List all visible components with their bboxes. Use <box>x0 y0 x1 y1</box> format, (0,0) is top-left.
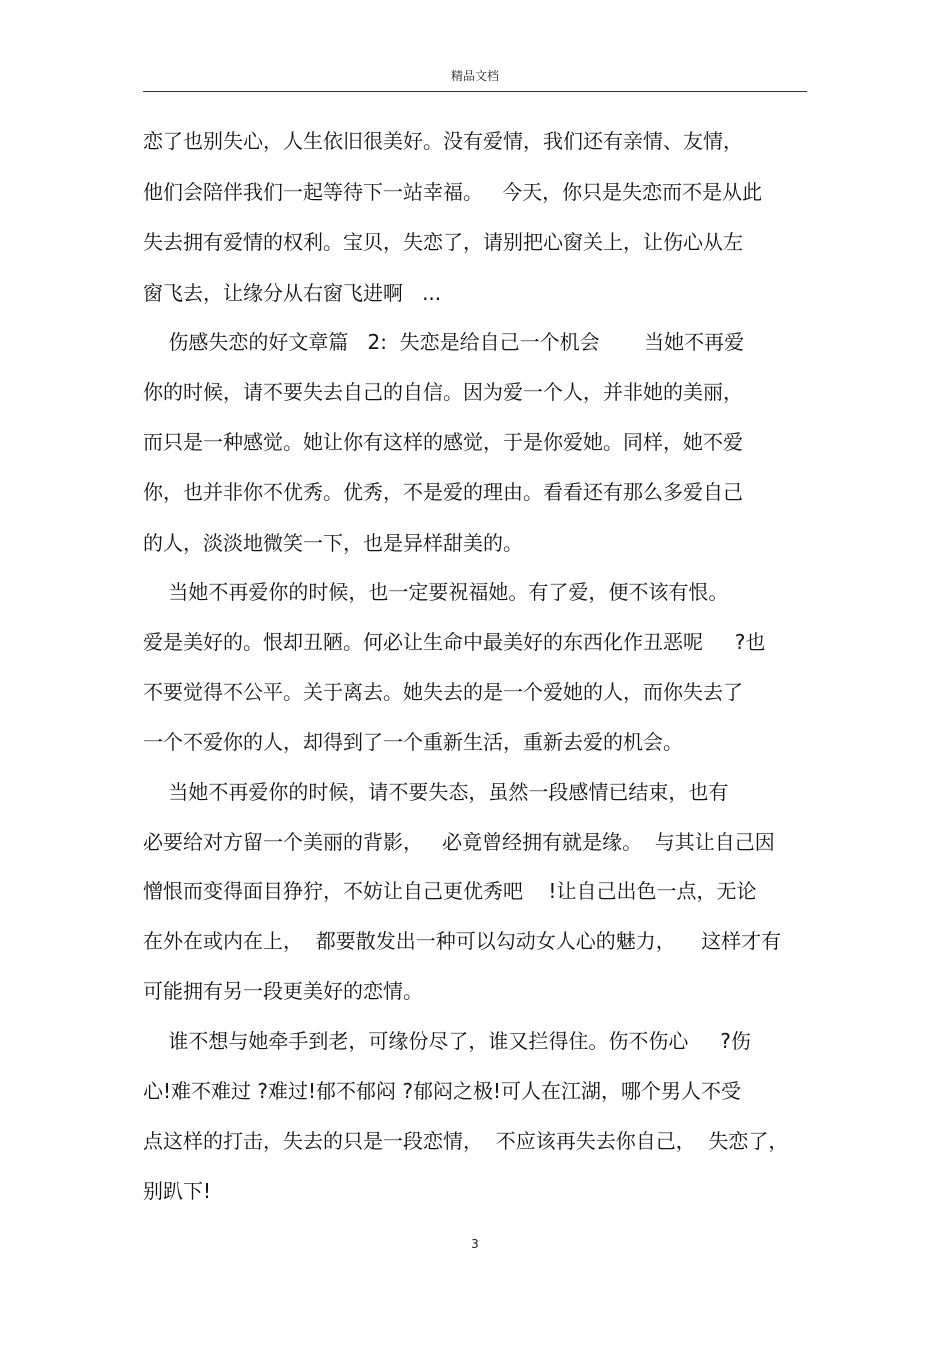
text-line: 一个不爱你的人，却得到了一个重新生活，重新去爱的机会。 <box>143 730 683 754</box>
text-line: 他们会陪伴我们一起等待下一站幸福。 今天，你只是失恋而不是从此 <box>143 180 763 204</box>
text-line: 而只是一种感觉。她让你有这样的感觉，于是你爱她。同样，她不爱 <box>143 430 743 454</box>
text-line: 可能拥有另一段更美好的恋情。 <box>143 979 423 1003</box>
text-line: 窗飞去，让缘分从右窗飞进啊 ... <box>143 281 442 305</box>
text-line: 你的时候，请不要失去自己的自信。因为爱一个人，并非她的美丽， <box>143 380 743 404</box>
text-line: 伤感失恋的好文章篇 2: 失恋是给自己一个机会 当她不再爱 <box>143 330 745 354</box>
text-line: 爱是美好的。恨却丑陋。何必让生命中最美好的东西化作丑恶呢 ?也 <box>143 630 766 654</box>
text-line: 在外在或内在上， 都要散发出一种可以勾动女人心的魅力， 这样才有 <box>143 929 782 953</box>
text-line: 当她不再爱你的时候，也一定要祝福她。有了爱，便不该有恨。 <box>143 580 729 604</box>
text-line: 谁不想与她牵手到老，可缘份尽了，谁又拦得住。伤不伤心 ?伤 <box>143 1029 751 1053</box>
text-line: 心!难不难过 ?难过!郁不郁闷 ?郁闷之极!可人在江湖，哪个男人不受 <box>143 1079 741 1103</box>
text-line: 恋了也别失心，人生依旧很美好。没有爱情，我们还有亲情、友情， <box>143 129 743 153</box>
text-line: 憎恨而变得面目狰狞，不妨让自己更优秀吧 !让自己出色一点，无论 <box>143 879 757 903</box>
page-number: 3 <box>471 1237 479 1251</box>
text-line: 点这样的打击，失去的只是一段恋情， 不应该再失去你自己， 失恋了， <box>143 1129 789 1153</box>
text-line: 的人，淡淡地微笑一下，也是异样甜美的。 <box>143 531 523 555</box>
header-divider <box>143 91 807 92</box>
text-line: 别趴下! <box>143 1179 212 1203</box>
text-line: 失去拥有爱情的权利。宝贝，失恋了，请别把心窗关上，让伤心从左 <box>143 230 743 254</box>
text-line: 不要觉得不公平。关于离去。她失去的是一个爱她的人，而你失去了 <box>143 680 743 704</box>
text-line: 你，也并非你不优秀。优秀，不是爱的理由。看看还有那么多爱自己 <box>143 480 743 504</box>
text-line: 当她不再爱你的时候，请不要失态，虽然一段感情已结束，也有 <box>143 780 729 804</box>
text-line: 必要给对方留一个美丽的背影， 必竟曾经拥有就是缘。 与其让自己因 <box>143 830 775 854</box>
page-header: 精品文档 <box>450 69 499 83</box>
